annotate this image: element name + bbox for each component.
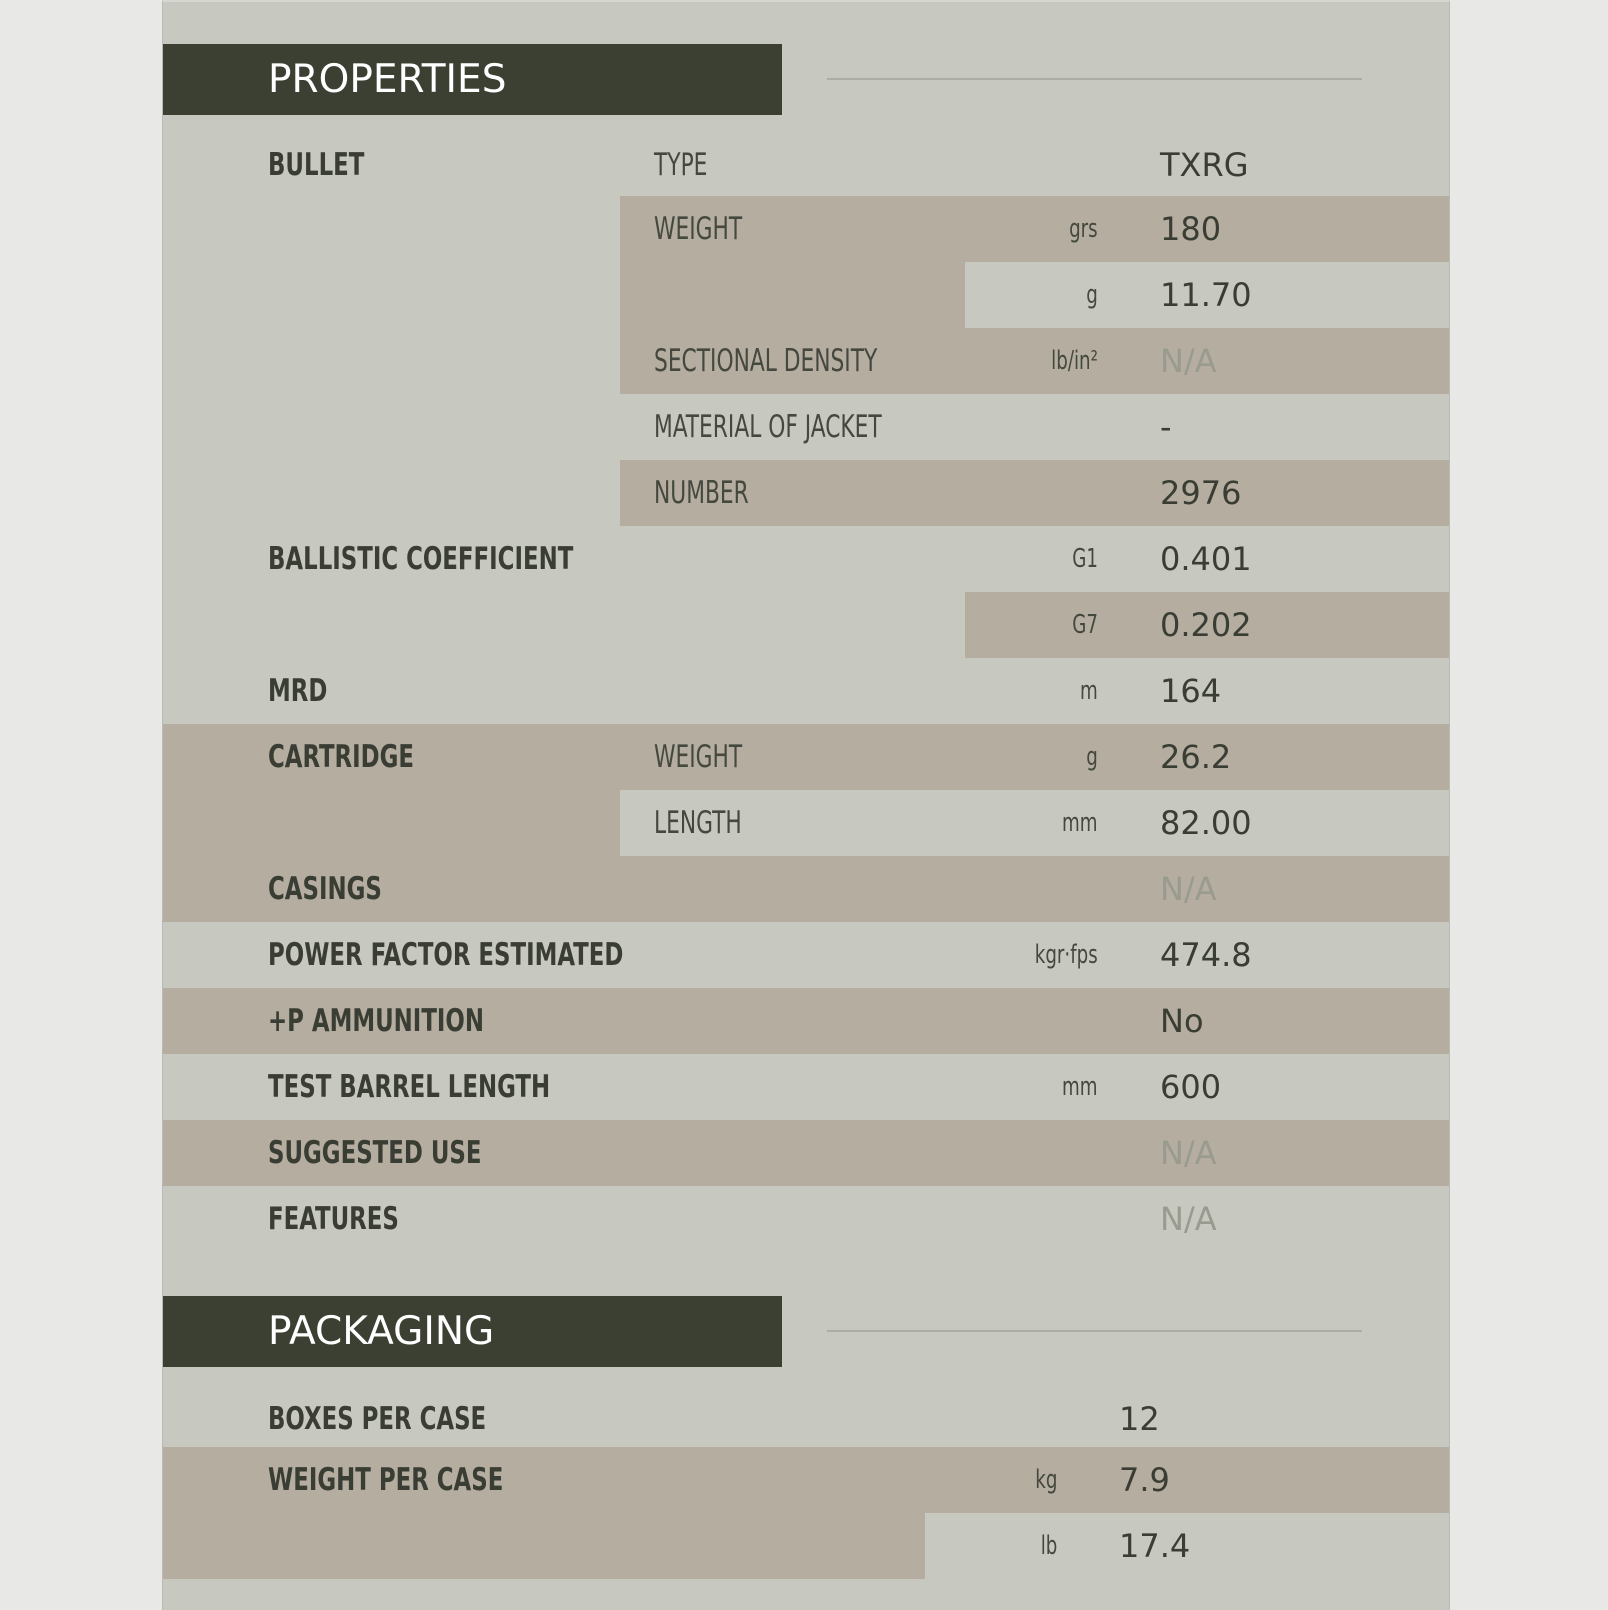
number-label: NUMBER <box>654 475 749 511</box>
casings-value: N/A <box>1160 870 1217 908</box>
test-barrel-length-value: 600 <box>1160 1068 1222 1106</box>
bullet-weight-value-g: 11.70 <box>1160 276 1252 314</box>
test-barrel-length-unit: mm <box>1062 1072 1098 1102</box>
sectional-density-label: SECTIONAL DENSITY <box>654 343 878 379</box>
p-ammunition-value: No <box>1160 1002 1204 1040</box>
weight-per-case-unit-kg: kg <box>1034 1465 1057 1495</box>
boxes-per-case-value: 12 <box>1119 1400 1160 1438</box>
cartridge-weight-label: WEIGHT <box>654 739 743 775</box>
bullet-label: BULLET <box>268 147 365 183</box>
sectional-density-unit: lb/in² <box>1051 346 1098 376</box>
properties-header: PROPERTIES <box>163 44 782 115</box>
properties-header-rule <box>827 78 1362 80</box>
ballistic-coefficient-label: BALLISTIC COEFFICIENT <box>268 541 574 577</box>
bullet-weight-unit-g: g <box>1086 280 1098 310</box>
power-factor-value: 474.8 <box>1160 936 1252 974</box>
casings-label: CASINGS <box>268 871 382 907</box>
sectional-density-value: N/A <box>1160 342 1217 380</box>
power-factor-unit: kgr·fps <box>1035 940 1098 970</box>
bc-g7-unit: G7 <box>1072 610 1098 640</box>
weight-per-case-value-lb: 17.4 <box>1119 1527 1191 1565</box>
bullet-type-label: TYPE <box>654 147 708 183</box>
p-ammunition-label: +P AMMUNITION <box>268 1003 485 1039</box>
bc-g1-unit: G1 <box>1072 544 1098 574</box>
bullet-type-value: TXRG <box>1160 146 1249 184</box>
cartridge-weight-unit: g <box>1086 742 1098 772</box>
cartridge-weight-value: 26.2 <box>1160 738 1232 776</box>
suggested-use-label: SUGGESTED USE <box>268 1135 482 1171</box>
power-factor-label: POWER FACTOR ESTIMATED <box>268 937 624 973</box>
mrd-value: 164 <box>1160 672 1222 710</box>
bullet-weight-value-grs: 180 <box>1160 210 1222 248</box>
mrd-label: MRD <box>268 673 328 709</box>
material-of-jacket-value: - <box>1160 408 1172 446</box>
test-barrel-length-label: TEST BARREL LENGTH <box>268 1069 551 1105</box>
bullet-weight-label: WEIGHT <box>654 211 743 247</box>
bullet-weight-unit-grs: grs <box>1069 214 1098 244</box>
bc-g1-value: 0.401 <box>1160 540 1252 578</box>
weight-per-case-unit-lb: lb <box>1040 1531 1057 1561</box>
bc-g7-value: 0.202 <box>1160 606 1252 644</box>
number-value: 2976 <box>1160 474 1242 512</box>
boxes-per-case-label: BOXES PER CASE <box>268 1401 487 1437</box>
features-label: FEATURES <box>268 1201 399 1237</box>
weight-per-case-value-kg: 7.9 <box>1119 1461 1170 1499</box>
cartridge-length-label: LENGTH <box>654 805 742 841</box>
mrd-unit: m <box>1080 676 1098 706</box>
suggested-use-value: N/A <box>1160 1134 1217 1172</box>
cartridge-label: CARTRIDGE <box>268 739 415 775</box>
cartridge-length-unit: mm <box>1062 808 1098 838</box>
packaging-header: PACKAGING <box>163 1296 782 1367</box>
packaging-header-rule <box>827 1330 1362 1332</box>
specs-card <box>162 0 1450 1610</box>
cartridge-length-value: 82.00 <box>1160 804 1252 842</box>
material-of-jacket-label: MATERIAL OF JACKET <box>654 409 882 445</box>
features-value: N/A <box>1160 1200 1217 1238</box>
weight-per-case-label: WEIGHT PER CASE <box>268 1462 504 1498</box>
